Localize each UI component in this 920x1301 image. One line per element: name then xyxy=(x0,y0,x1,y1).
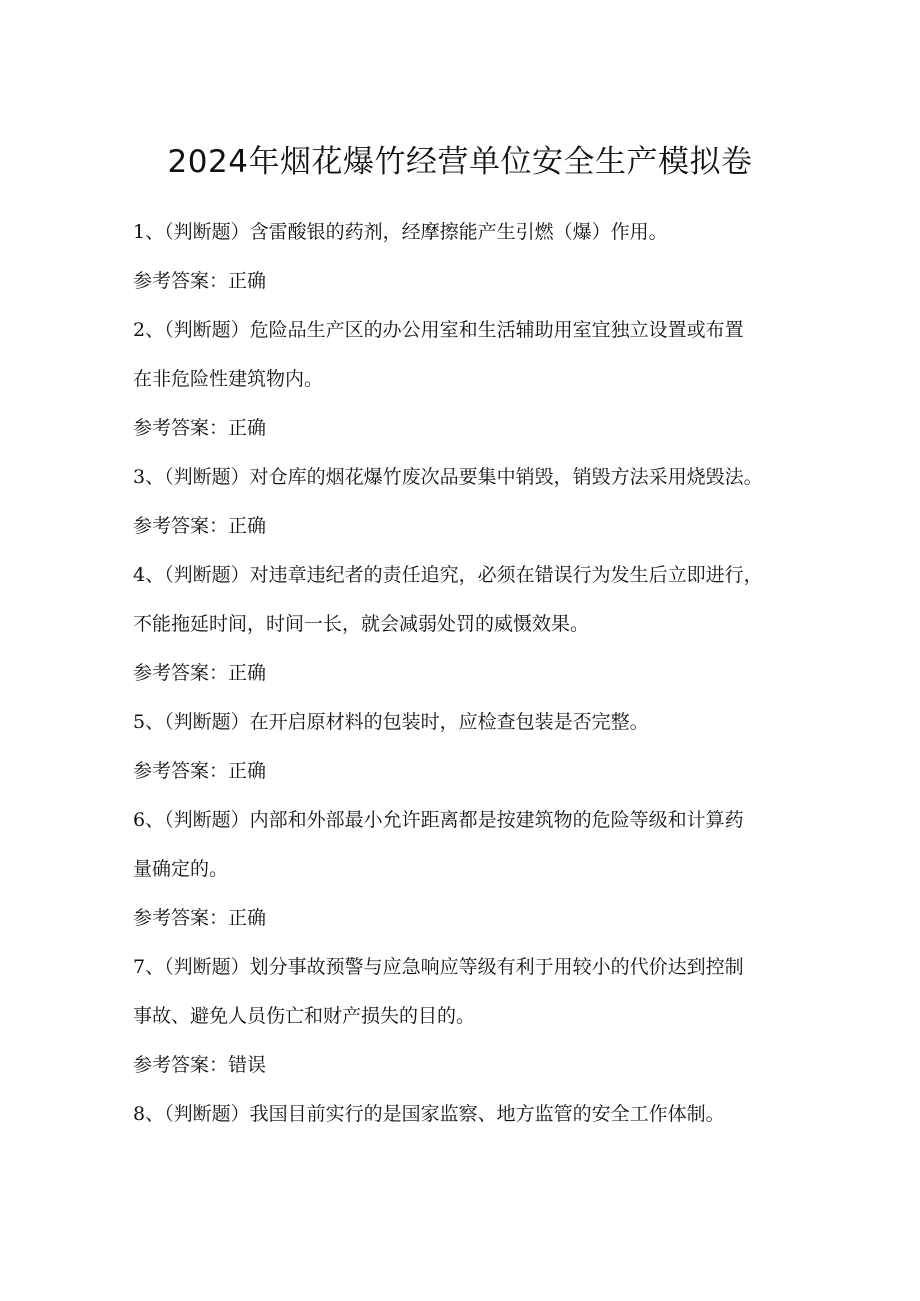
question-item xyxy=(133,208,808,306)
question-text: 4、（判断题）对违章违纪者的责任追究，必须在错误行为发生后立即进行， xyxy=(133,564,763,586)
answer-text: 参考答案：正确 xyxy=(133,417,267,439)
question-item xyxy=(133,453,808,551)
question-text: 2、（判断题）危险品生产区的办公用室和生活辅助用室宜独立设置或布置 xyxy=(133,319,744,341)
document-title: 2024年烟花爆竹经营单位安全生产模拟卷 xyxy=(167,144,753,180)
answer-text: 参考答案：正确 xyxy=(133,760,267,782)
question-text: 1、（判断题）含雷酸银的药剂，经摩擦能产生引燃（爆）作用。 xyxy=(133,221,668,243)
question-text: 7、（判断题）划分事故预警与应急响应等级有利于用较小的代价达到控制 xyxy=(133,956,744,978)
answer-text: 参考答案：正确 xyxy=(133,515,267,537)
question-item xyxy=(133,943,808,1090)
question-text-continued: 在非危险性建筑物内。 xyxy=(133,368,324,390)
answer-text: 参考答案：正确 xyxy=(133,662,267,684)
question-item xyxy=(133,1090,808,1139)
question-item xyxy=(133,551,808,698)
question-text: 3、（判断题）对仓库的烟花爆竹废次品要集中销毁，销毁方法采用烧毁法。 xyxy=(133,466,763,488)
question-text-continued: 事故、避免人员伤亡和财产损失的目的。 xyxy=(133,1005,476,1027)
question-text-continued: 不能拖延时间，时间一长，就会减弱处罚的威慑效果。 xyxy=(133,613,590,635)
question-item xyxy=(133,306,808,453)
question-text: 6、（判断题）内部和外部最小允许距离都是按建筑物的危险等级和计算药 xyxy=(133,809,744,831)
question-item xyxy=(133,698,808,796)
question-item xyxy=(133,796,808,943)
question-text-continued: 量确定的。 xyxy=(133,858,229,880)
question-text: 8、（判断题）我国目前实行的是国家监察、地方监管的安全工作体制。 xyxy=(133,1103,725,1125)
answer-text: 参考答案：正确 xyxy=(133,907,267,929)
question-list xyxy=(133,208,808,1139)
question-text: 5、（判断题）在开启原材料的包装时，应检查包装是否完整。 xyxy=(133,711,649,733)
answer-text: 参考答案：正确 xyxy=(133,270,267,292)
answer-text: 参考答案：错误 xyxy=(133,1054,267,1076)
